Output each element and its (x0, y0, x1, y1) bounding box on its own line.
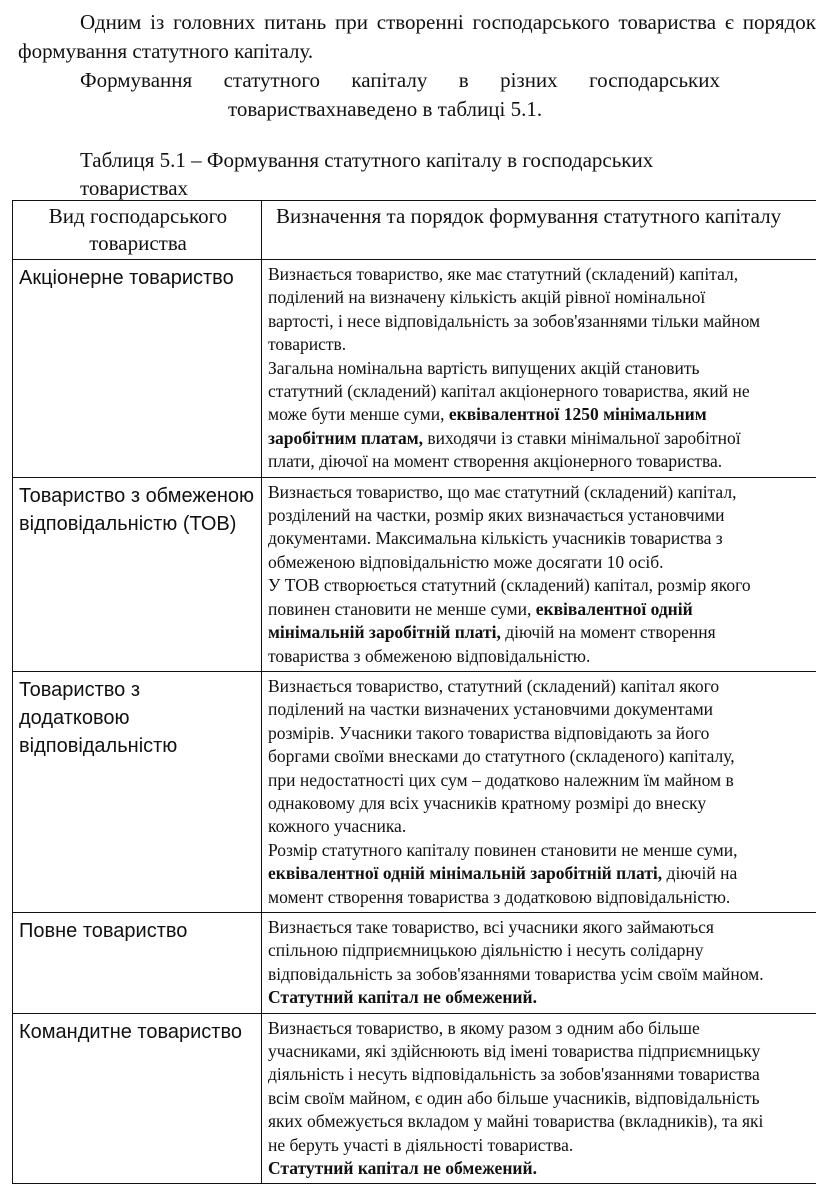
definition-cell (262, 912, 816, 1013)
definition-emphasis: еквівалентної одній (536, 599, 693, 619)
definition-line: товариств. (268, 333, 816, 356)
company-type-cell: Акціонерне товариство (13, 260, 262, 478)
definition-line: всім своїм майном, є один або більше учасників, відповідальність (268, 1087, 816, 1110)
company-type-cell: Командитне товариство (13, 1013, 262, 1184)
intro-line-1: Одним із головних питань при створенні господарського товариства є (80, 10, 734, 34)
intro-line-4: товариствахнаведено в таблиці 5.1. (228, 95, 542, 124)
definition-line: розділений на частки, розмір яких визначається установчими (268, 504, 816, 527)
definition-line: плати, діючої на момент створення акціонерного товариства. (268, 450, 816, 473)
definition-line: У ТОВ створюється статутний (складений) капітал, розмір якого (268, 574, 816, 597)
definition-line: Визнається товариство, яке має статутний (складений) капітал, (268, 263, 816, 286)
intro-paragraph (18, 8, 816, 66)
header-company-type: Вид господарського товариства (13, 201, 262, 260)
definition-line: не беруть участі в діяльності товариства. (268, 1134, 816, 1157)
definition-text: діючій на момент створення (501, 622, 716, 642)
definition-line: документами. Максимальна кількість учасників товариства з (268, 527, 816, 550)
definition-emphasis: Статутний капітал не обмежений. (268, 1158, 537, 1178)
definition-line: момент створення товариства з додатковою відповідальністю. (268, 886, 816, 909)
definition-line: спільною підприємницькою діяльністю і несуть солідарну (268, 939, 816, 962)
header-definition: Визначення та порядок формування статутного капіталу (262, 201, 816, 260)
definition-line (268, 862, 816, 885)
table-row (13, 671, 816, 912)
definition-cell (262, 260, 816, 478)
table-row (13, 1013, 816, 1184)
definition-line (268, 598, 816, 621)
definition-text: діючій на (662, 863, 737, 883)
definition-line: однаковому для всіх учасників кратному розмірі до внеску (268, 792, 816, 815)
definition-line: Визнається таке товариство, всі учасники якого займаються (268, 916, 816, 939)
definition-line: поділений на визначену кількість акцій рівної номінальної (268, 286, 816, 309)
definition-emphasis: Статутний капітал не обмежений. (268, 987, 537, 1007)
definition-emphasis: еквівалентної одній мінімальній заробітній платі, (268, 863, 662, 883)
definition-line (268, 621, 816, 644)
table-caption (80, 146, 780, 202)
table-header-row (13, 201, 816, 260)
definition-line: Розмір статутного капіталу повинен становити не менше суми, (268, 839, 816, 862)
definition-line: відповідальність за зобов'язаннями товариства усім своїм майном. (268, 963, 816, 986)
definition-line: обмеженою відповідальністю може досягати 10 осіб. (268, 551, 816, 574)
definition-line: яких обмежується вкладом у майні товариства (вкладників), та які (268, 1110, 816, 1133)
definition-emphasis: еквівалентної 1250 мінімальним (449, 404, 707, 424)
caption-line-1: Таблиця 5.1 – Формування статутного капіталу в господарських (80, 146, 780, 174)
definition-line (268, 986, 816, 1009)
definition-line (268, 403, 816, 426)
definition-line (268, 1157, 816, 1180)
table-row (13, 260, 816, 478)
definition-text: може бути менше суми, (268, 404, 449, 424)
table-row (13, 912, 816, 1013)
company-type-cell: Повне товариство (13, 912, 262, 1013)
caption-line-2: товариствах (80, 174, 780, 202)
definition-text: повинен становити не менше суми, (268, 599, 536, 619)
definition-line: кожного учасника. (268, 815, 816, 838)
definition-line: товариства з обмеженою відповідальністю. (268, 645, 816, 668)
company-type-cell: Товариство з обмеженою відповідальністю (ТОВ) (13, 477, 262, 671)
definition-cell (262, 671, 816, 912)
definition-line: Визнається товариство, що має статутний (складений) капітал, (268, 481, 816, 504)
definition-cell (262, 477, 816, 671)
definition-text: виходячи із ставки мінімальної заробітної (423, 428, 741, 448)
intro-line-2: порядок формування статутного капіталу. (18, 10, 816, 63)
definition-line: Визнається товариство, статутний (складений) капітал якого (268, 675, 816, 698)
definition-line: Визнається товариство, в якому разом з одним або більше (268, 1017, 816, 1040)
capital-formation-table (12, 200, 816, 1184)
intro-line-3: Формування статутного капіталу в різних господарських (80, 66, 720, 95)
definition-line: Загальна номінальна вартість випущених акцій становить (268, 357, 816, 380)
company-type-cell: Товариство з додатковою відповідальністю (13, 671, 262, 912)
definition-line: учасниками, які здійснюють від імені товариства підприємницьку (268, 1040, 816, 1063)
definition-line (268, 427, 816, 450)
definition-emphasis: мінімальній заробітній платі, (268, 622, 501, 642)
definition-line: діяльність і несуть відповідальність за зобов'язаннями товариства (268, 1063, 816, 1086)
definition-line: розмірів. Учасники такого товариства відповідають за його (268, 722, 816, 745)
definition-line: вартості, і несе відповідальність за зобов'язаннями тільки майном (268, 310, 816, 333)
definition-emphasis: заробітним платам, (268, 428, 423, 448)
definition-cell (262, 1013, 816, 1184)
definition-line: при недостатності цих сум – додатково належним їм майном в (268, 769, 816, 792)
table-row (13, 477, 816, 671)
definition-line: поділений на частки визначених установчими документами (268, 698, 816, 721)
definition-line: боргами своїми внесками до статутного (складеного) капіталу, (268, 745, 816, 768)
definition-line: статутний (складений) капітал акціонерного товариства, який не (268, 380, 816, 403)
